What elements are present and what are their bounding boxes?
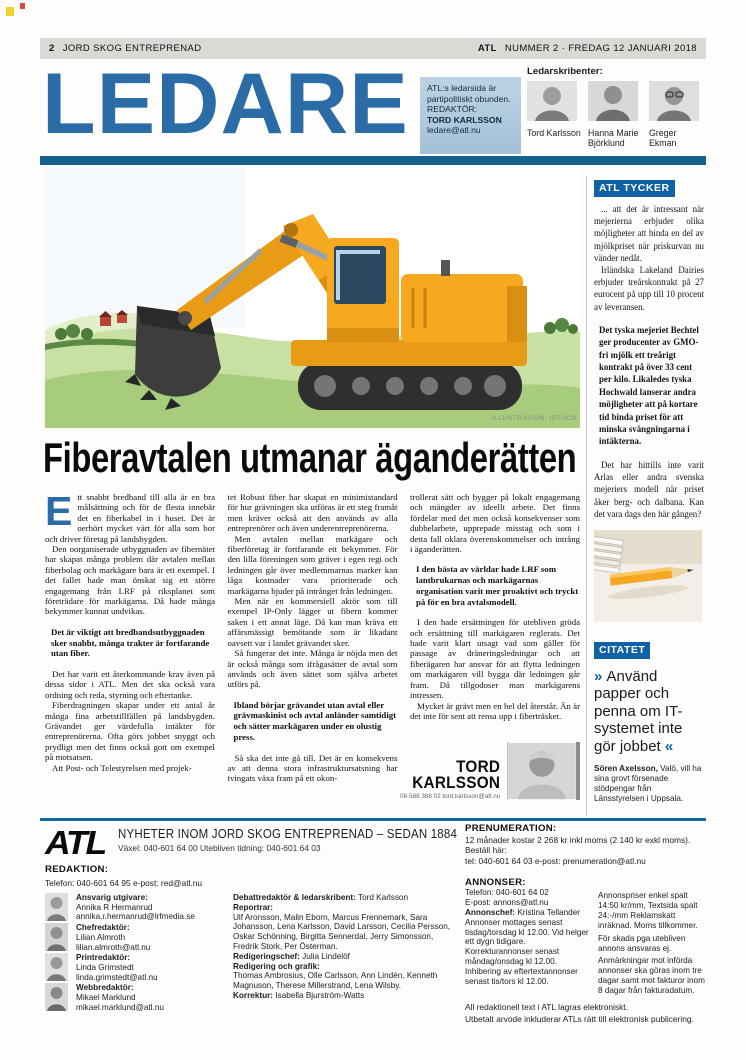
sidebar-divider	[586, 176, 587, 816]
annonschef-value: Kristina Tellander	[515, 907, 580, 917]
reg-mark-yellow	[6, 7, 14, 16]
opinion-sidebar	[594, 178, 704, 804]
excavator-illustration	[45, 168, 580, 428]
staff-name: Annika R Hermanrud	[76, 902, 153, 912]
article-body	[45, 488, 580, 784]
atl-tycker-paragraph: Det har hittills inte varit Arlas eller andra svenska mejeriers modell när priset åker berg- och dalbana. Kan det vara dags den här gången?	[594, 459, 704, 519]
body-paragraph: Att Post- och Telestyrelsen med projek-	[52, 762, 192, 773]
illustration-credit: ILLUSTRATION: ISTOCK	[491, 415, 577, 422]
staff-email: linda.grimstedt@atl.nu	[76, 972, 158, 982]
footer-phones: Växel: 040-601 64 00 Utebliven tidning: 040-601 64 03	[118, 843, 321, 853]
annons-info-paragraph: För skada pga utebliven annons ansvaras ej.	[598, 933, 686, 953]
korrektur-label: Korrektur:	[233, 990, 274, 1000]
prenumeration-price: 12 månader kostar 2 268 kr inkl moms (2 140 kr exkl moms).	[465, 834, 691, 845]
staff-entry	[45, 983, 230, 1012]
footer-brand-logo: ATL	[45, 824, 106, 861]
masthead-info-text: ATL:s ledarsida är partipolitiskt obunden.	[427, 83, 511, 104]
annons-info-paragraph: Anmärkningar mot införda annonser ska göras inom tre dagar samt mot fakturor inom 8 dagar från fakturadatum.	[598, 956, 705, 996]
body-paragraph-bold: I den bästa av världar hade LRF som lantbrukarnas och markägarnas organisation varit mer proaktivt och tryckt på för en bra avtalsmodell.	[416, 564, 579, 607]
staff-list	[45, 893, 230, 1013]
article-column-3	[410, 492, 580, 784]
staff-name: Lilian Almroth	[76, 932, 126, 942]
staff-email: mikael.marklund@atl.nu	[76, 1002, 164, 1012]
prenumeration-order: Beställ här:	[465, 845, 507, 856]
staff-portrait-photo	[45, 923, 68, 951]
body-paragraph-bold: Ibland börjar grävandet utan avtal eller grävmaskinist och avtal anländer samtidigt och sätter markägaren under en olustig press.	[233, 699, 397, 742]
redigering-label: Redigering och grafik:	[233, 961, 320, 971]
writer-portrait-photo	[527, 81, 577, 121]
staff-email: lilian.almroth@atl.nu	[76, 942, 151, 952]
editor-email: ledare@atl.nu	[427, 125, 481, 136]
body-paragraph: tet Robust fiber har skapat en minimistandard för hur grävningen ska utföras är ett steg framåt men kräver också att den används av alla entreprenörer och även underentreprenörerna.	[227, 492, 398, 534]
pencil-photo	[594, 530, 702, 622]
writer-name: Greger Ekman	[649, 128, 677, 148]
ledarskribenter-block	[527, 66, 705, 149]
staff-entry	[45, 923, 230, 952]
prenumeration-label: PRENUMERATION:	[465, 823, 557, 834]
atl-tycker-label: ATL TYCKER	[594, 180, 675, 197]
quote-close-icon: «	[660, 737, 674, 755]
redaktion-label: REDAKTION:	[45, 864, 109, 875]
atl-tycker-paragraph-bold: Det tyska mejeriet Bechtel ger producenter av GMO-fri mjölk ett treårigt kontrakt på över 33 cent per kilo. Likaledes tyska Hochwald lanserar andra möjligheter att på kortare tid binda priset för att minska svängningarna i intäkterna.	[599, 324, 699, 447]
writer-portrait-photo	[588, 81, 638, 121]
staff-name: Mikael Marklund	[76, 993, 136, 1003]
writer-name: Hanna Marie Björklund	[588, 128, 639, 148]
annonser-deadline: Korrekturannonser senast måndag/onsdag kl 12.00.	[465, 947, 560, 967]
article-column-2	[228, 492, 398, 784]
article-headline: Fiberavtalen utmanar äganderätten	[43, 434, 577, 481]
atl-tycker-paragraph: ... att det är intressant när mejerierna erbjuder olika möjligheter att binda en del av mjölkpriset när priskurvan nu vänder nedåt.	[594, 204, 704, 263]
annonschef-label: Annonschef:	[465, 907, 516, 917]
staff-entry	[45, 893, 230, 922]
quote-source-detail: Valö, vill ha sina grovt försenade stödpengar från Länsstyrelsen i Uppsala.	[594, 764, 702, 803]
staff-role: Chefredaktör:	[76, 923, 130, 933]
ledarskribenter-label: Ledarskribenter:	[527, 66, 603, 77]
editor-label: REDAKTÖR:	[427, 104, 478, 115]
body-paragraph: Ett snabbt bredband till alla är en bra målsättning och för de flesta innebär det en fiberkabel in i huset. Det är oerhört mycket värt för alla som bor och driver företag på landsbygden.	[45, 488, 215, 544]
writer-card	[588, 81, 642, 149]
masthead-divider-bar	[40, 156, 706, 165]
redigering-names: Thomas Ambrosius, Olle Carlsson, Ann Lindén, Kenneth Magnuson, Therese Millerstrand, Lena Wilsby.	[233, 971, 438, 991]
body-paragraph: Men när en kommersiell aktör som till exempel IP-Only lägger ut fibern kommer saken i ett annat läge. Då kan man kräva ett affärsmässigt bemötande som är likadant oavsett var i landet grävandet sker.	[227, 596, 398, 648]
staff-email: annika.r.hermanrud@lrfmedia.se	[76, 912, 195, 922]
footer-tagline: NYHETER INOM JORD SKOG ENTREPRENAD – SEDAN 1884	[118, 827, 458, 841]
legal-line: Utbetalt arvode inkluderar ATLs rätt till elektronisk publicering.	[465, 1014, 694, 1024]
body-paragraph-bold: Det är viktigt att bredbandsutbyggnaden sker snabbt, många trakter är fortfarande utan fiber.	[51, 626, 210, 659]
citatet-label: CITATET	[594, 642, 650, 659]
quote-text: Använd papper och penna om IT-systemet inte gör jobbet	[594, 667, 683, 755]
staff-role: Ansvarig utgivare:	[76, 893, 148, 902]
article-column-1	[45, 488, 215, 784]
debatt-label: Debattredaktör & ledarskribent:	[233, 893, 356, 902]
staff-portrait-photo	[45, 893, 68, 921]
drop-cap: E	[45, 488, 73, 534]
pull-quote	[594, 668, 704, 756]
reportrar-names: Ulf Aronsson, Malin Eborn, Marcus Frennemark, Sara Johansson, Lena Karlsson, David Larsson, Cecilia Persson, Oskar Schönning, Birgitta Sennerdal, Jerry Simonsson, Fredrik Stork, Per Österman.	[233, 912, 451, 951]
atl-tycker-paragraph: Irländska Lakeland Dairies erbjuder treårskontrakt på 27 eurocent på upp till 10 procent av leveransen.	[594, 265, 704, 312]
writer-portrait-photo	[649, 81, 699, 121]
staff-name: Linda Grimstedt	[76, 962, 134, 972]
annonser-phone: Telefon: 040-601 64 02	[465, 887, 549, 897]
section-masthead-title: LEDARE	[42, 56, 409, 152]
brand-name: ATL	[477, 43, 497, 54]
excavator-illustration-art	[45, 168, 580, 428]
legal-notice	[465, 1001, 694, 1025]
body-paragraph: Fiberdragningen skapar under ett antal år många fina arbetstillfällen på landsbygden. Grävandet ger värdefulla intäkter för entreprenörerna. Ofta görs jobbet snyggt och prydligt men det finns också gott om exempel på motsatsen.	[45, 700, 215, 763]
body-paragraph: trollerat sätt och bygger på lokalt engagemang och mängder av ideellt arbete. Det finns fördelar med det men också konsekvenser som dubbelarbete, upprepade misstag och som i detta fall oklara överenskommelser och intrång i äganderätten.	[410, 492, 580, 555]
author-contact: 08-588 368 02 tord.karlsson@atl.nu	[400, 793, 501, 800]
masthead-info-box	[420, 77, 521, 154]
redchef-value: Julia Lindelöf	[299, 951, 350, 961]
debatt-value: Tord Karlsson	[355, 893, 409, 902]
footer-divider-rule	[40, 818, 706, 821]
writer-card	[527, 81, 581, 149]
issue-info: NUMMER 2 · FREDAG 12 JANUARI 2018	[504, 43, 697, 54]
body-paragraph: Den oorganiserade utbyggnaden av fibernätet har skapat många problem där avtalen mellan fiberbolag och markägare bara är ett exempel. I det fallet hade man önskat sig ett större engagemang från LRF på riksplanet som företrädare för markägarna. Då hade många bekymmer kunnat undvikas.	[45, 544, 215, 617]
annonser-deadline: Annonser mottages senast tisdag/torsdag kl 12.00. Vid helger ett dygn tidigare.	[465, 917, 589, 947]
staff-role: Webbredaktör:	[76, 983, 134, 993]
quote-attribution	[594, 764, 704, 803]
korrektur-value: Isabella Bjurström-Watts	[273, 990, 365, 1000]
body-paragraph: Så ska det inte gå till. Det är en konsekvens av att denna stora infrastruktursatsning har tvingats växa fram på ett okon-	[227, 752, 398, 784]
editorial-staff-column	[233, 893, 459, 1001]
reg-mark-red	[20, 3, 25, 9]
reportrar-label: Reportrar:	[233, 902, 274, 912]
annons-info-block	[598, 891, 706, 999]
prenumeration-contact: tel: 040-601 64 03 e-post: prenumeration@atl.nu	[465, 855, 646, 866]
section-title: JORD SKOG ENTREPRENAD	[62, 43, 202, 54]
quote-source-name: Sören Axelsson,	[594, 764, 658, 774]
writer-card	[649, 81, 703, 149]
page-number: 2	[49, 43, 55, 54]
author-portrait-photo	[507, 742, 580, 800]
body-paragraph: I den hade ersättningen för utebliven gröda och ersättning till markägaren reglerats. Det hade varit klart utsagt vad som gäller för passage av dräneringsledningar och att fiberägaren har ansvar för att flytta ledningen om markägaren vill bygga där ledningen går fram. Då tillgodoser man markägarens intressen.	[410, 617, 580, 701]
redaktion-contact: Telefon: 040-601 64 95 e-post: red@atl.nu	[45, 878, 203, 888]
annonser-block	[465, 878, 592, 987]
author-name: TORD KARLSSON	[412, 757, 501, 792]
annonser-label: ANNONSER:	[465, 877, 526, 888]
staff-role: Printredaktör:	[76, 953, 131, 963]
registration-marks	[6, 3, 27, 21]
author-byline	[400, 742, 580, 800]
staff-entry	[45, 953, 230, 982]
redchef-label: Redigeringschef:	[233, 951, 300, 961]
annons-info-paragraph: Annonspriser enkel spalt 14:50 kr/mm, Textsida spalt 24:-/mm Reklamskatt inräknad. Moms tillkommer.	[598, 891, 698, 930]
redaktion-block	[45, 864, 202, 888]
staff-portrait-photo	[45, 983, 68, 1011]
annonser-email: E-post: annons@atl.nu	[465, 897, 549, 907]
quote-open-icon: »	[594, 667, 607, 685]
body-paragraph: Det har varit ett återkommande krav även på dessa sidor i ATL. Men det ska också vara ordning och reda, styrning och eftertanke.	[45, 668, 215, 700]
staff-portrait-photo	[45, 953, 68, 981]
editor-name: TORD KARLSSON	[427, 114, 502, 125]
body-paragraph: Mycket är grävt men en hel del återstår. Än är det inte för sent att rensa upp i fiberträsket.	[410, 700, 580, 721]
prenumeration-block	[465, 824, 706, 866]
legal-line: All redaktionell text i ATL lagras elektroniskt.	[465, 1002, 628, 1012]
body-paragraph: Så fungerar det inte. Många är nöjda men det är också många som ifrågasätter de avtal som används och även sättet som själva arbetet utförs på.	[227, 648, 398, 690]
body-paragraph: Men avtalen mellan markägare och fiberföretag är fortfarande ett bekymmer. För den lilla föreningen som gräver i egen regi och ledningen går över medlemmarnas marker kan låga kostnader vara prioriterade och markägarna bjuder på intrånget från ledningen.	[227, 533, 398, 596]
annonser-deadline: Inhibering av eftertextannonser senast tis/tors kl 12.00.	[465, 967, 578, 987]
writer-name: Tord Karlsson	[527, 128, 581, 138]
